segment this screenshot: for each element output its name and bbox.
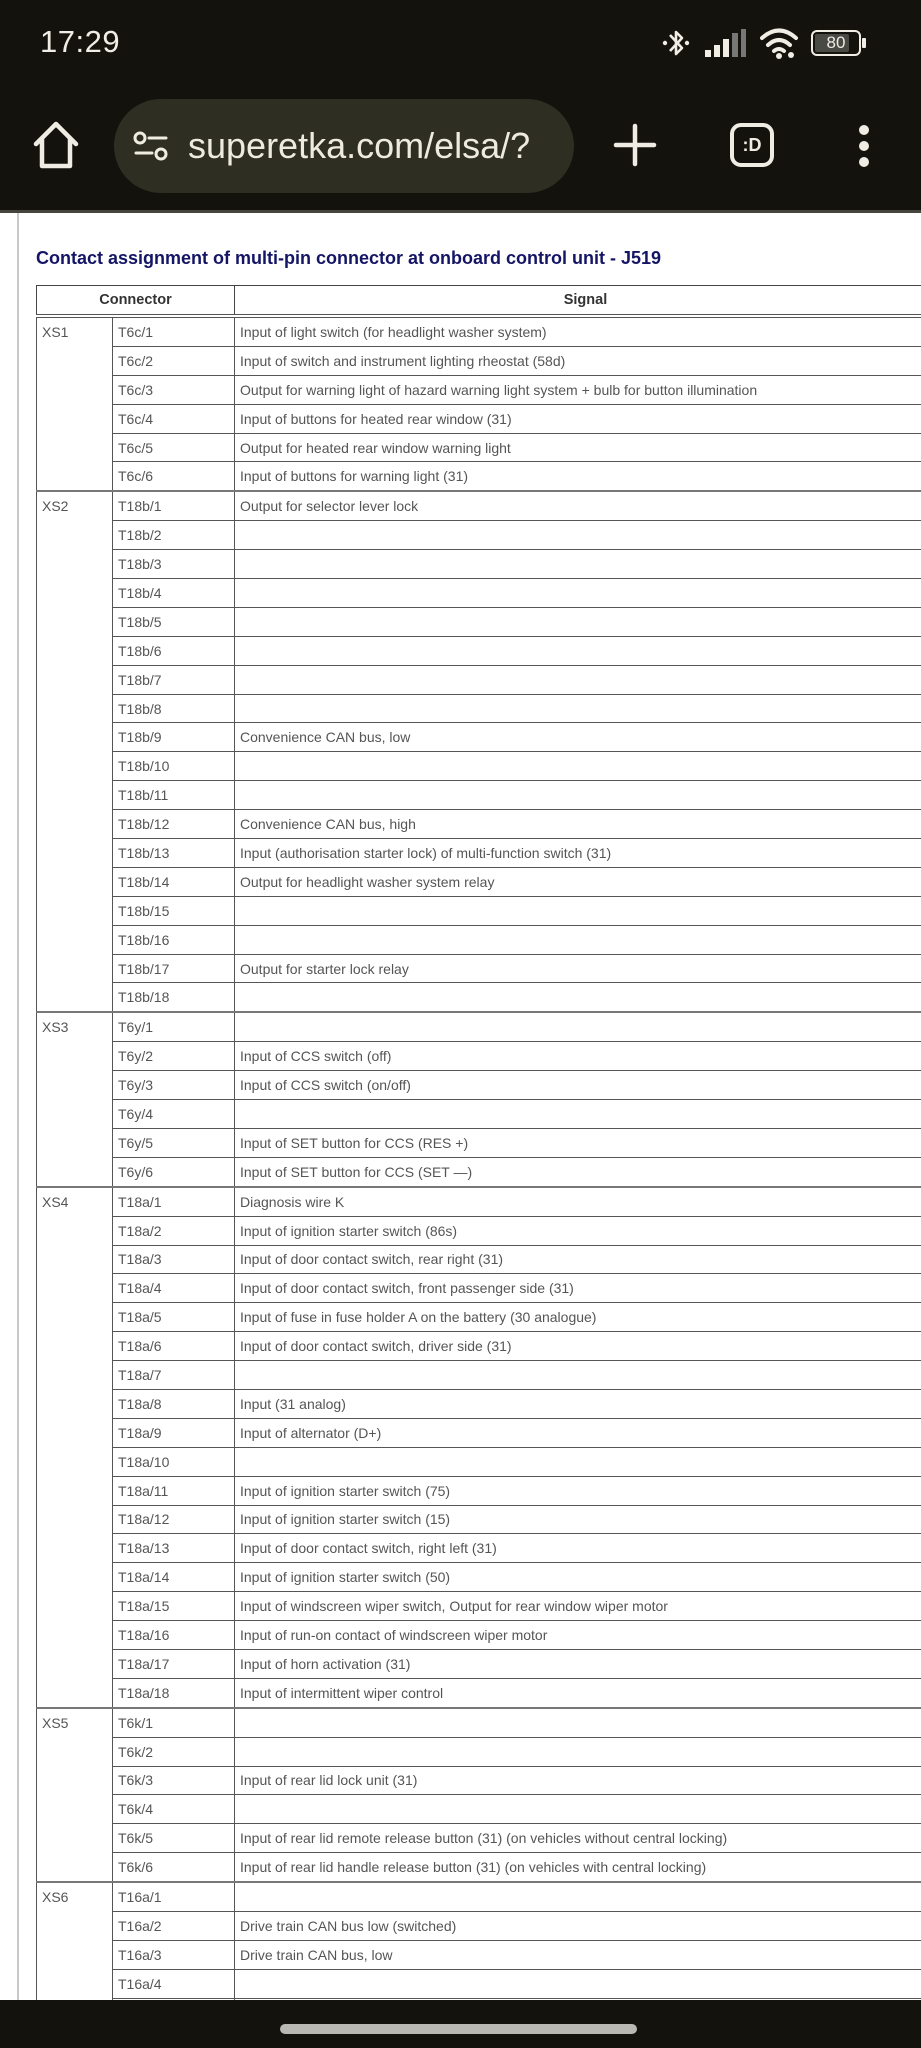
page-title: Contact assignment of multi-pin connector at onboard control unit - J519 (36, 248, 662, 268)
pin-cell: T18a/10 (113, 1447, 235, 1476)
signal-cell (235, 607, 921, 636)
table-row (37, 1071, 921, 1100)
table-row (37, 839, 921, 868)
pin-cell: T18a/6 (113, 1332, 235, 1361)
signal-cell: Output for heated rear window warning light (235, 433, 921, 462)
signal-cell (235, 752, 921, 781)
pin-cell: T6k/2 (113, 1737, 235, 1766)
table-row (37, 1940, 921, 1969)
table-row (37, 1303, 921, 1332)
pin-cell: T18b/16 (113, 925, 235, 954)
pin-cell: T18a/3 (113, 1245, 235, 1274)
signal-cell: Input of rear lid remote release button (31) (on vehicles without central locking) (235, 1824, 921, 1853)
table-row (37, 521, 921, 550)
table-row (37, 1361, 921, 1390)
battery-level: 80 (826, 33, 846, 52)
table-row (37, 1332, 921, 1361)
table-row (37, 1708, 921, 1737)
pin-cell: T18b/8 (113, 694, 235, 723)
table-row (37, 1678, 921, 1707)
signal-cell (235, 1969, 921, 1998)
wifi-icon (759, 26, 799, 60)
table-row (37, 1274, 921, 1303)
table-body (37, 316, 921, 2027)
pin-cell: T16a/1 (113, 1882, 235, 1911)
pin-cell: T6y/5 (113, 1128, 235, 1157)
signal-cell: Input of door contact switch, driver side (31) (235, 1332, 921, 1361)
signal-cell: Input of SET button for CCS (RES +) (235, 1128, 921, 1157)
more-menu-icon[interactable] (852, 124, 876, 168)
table-row (37, 1505, 921, 1534)
pin-cell: T18b/18 (113, 983, 235, 1012)
pin-cell: T18a/14 (113, 1563, 235, 1592)
pin-cell: T18a/5 (113, 1303, 235, 1332)
table-row (37, 1100, 921, 1129)
pin-cell: T6c/3 (113, 375, 235, 404)
table-row (37, 346, 921, 375)
table-row (37, 1216, 921, 1245)
table-row (37, 1389, 921, 1418)
pin-cell: T18b/7 (113, 665, 235, 694)
signal-cell: Input of fuse in fuse holder A on the battery (30 analogue) (235, 1303, 921, 1332)
connector-cell: XS3 (37, 1012, 113, 1186)
table-row (37, 375, 921, 404)
signal-cell (235, 579, 921, 608)
table-row (37, 1853, 921, 1882)
signal-cell (235, 1361, 921, 1390)
pin-cell: T18b/15 (113, 896, 235, 925)
new-tab-icon[interactable] (612, 122, 658, 168)
signal-cell (235, 1012, 921, 1041)
home-icon[interactable] (30, 118, 82, 174)
pin-cell: T6c/1 (113, 316, 235, 346)
table-row (37, 665, 921, 694)
signal-cell: Convenience CAN bus, high (235, 810, 921, 839)
signal-cell: Output for headlight washer system relay (235, 867, 921, 896)
signal-cell (235, 550, 921, 579)
connector-cell: XS6 (37, 1882, 113, 2027)
signal-cell (235, 1100, 921, 1129)
pin-cell: T18a/11 (113, 1476, 235, 1505)
pin-cell: T6c/5 (113, 433, 235, 462)
signal-cell: Input of switch and instrument lighting rheostat (58d) (235, 346, 921, 375)
table-row (37, 1012, 921, 1041)
signal-cell: Input of intermittent wiper control (235, 1678, 921, 1707)
table-row (37, 1737, 921, 1766)
signal-cell: Input of door contact switch, right left (31) (235, 1534, 921, 1563)
pin-cell: T16a/2 (113, 1911, 235, 1940)
table-row (37, 983, 921, 1012)
table-row (37, 1476, 921, 1505)
signal-cell: Diagnosis wire K (235, 1187, 921, 1216)
pin-cell: T6y/3 (113, 1071, 235, 1100)
pin-cell: T18b/5 (113, 607, 235, 636)
signal-cell (235, 983, 921, 1012)
table-row (37, 316, 921, 346)
pin-cell: T18a/16 (113, 1621, 235, 1650)
table-row (37, 752, 921, 781)
system-nav-bar (0, 2000, 921, 2048)
toolbar-divider (0, 210, 921, 213)
signal-cell (235, 925, 921, 954)
home-gesture-handle[interactable] (280, 2024, 637, 2034)
signal-cell: Input of ignition starter switch (86s) (235, 1216, 921, 1245)
signal-cell: Input (authorisation starter lock) of multi-function switch (31) (235, 839, 921, 868)
signal-cell: Input (31 analog) (235, 1389, 921, 1418)
table-row (37, 1563, 921, 1592)
pin-cell: T6k/6 (113, 1853, 235, 1882)
pin-cell: T6y/1 (113, 1012, 235, 1041)
signal-cell: Input of door contact switch, front passenger side (31) (235, 1274, 921, 1303)
pin-cell: T18b/1 (113, 491, 235, 520)
signal-cell: Output for warning light of hazard warning light system + bulb for button illumination (235, 375, 921, 404)
clock: 17:29 (40, 24, 121, 59)
pin-cell: T6k/5 (113, 1824, 235, 1853)
table-row (37, 1042, 921, 1071)
signal-cell (235, 1737, 921, 1766)
table-row (37, 1911, 921, 1940)
table-row (37, 1766, 921, 1795)
table-row (37, 1969, 921, 1998)
pin-cell: T18b/12 (113, 810, 235, 839)
pin-cell: T18a/8 (113, 1389, 235, 1418)
signal-cell: Output for starter lock relay (235, 954, 921, 983)
signal-cell (235, 521, 921, 550)
signal-cell: Input of windscreen wiper switch, Output for rear window wiper motor (235, 1592, 921, 1621)
table-row (37, 636, 921, 665)
tabs-icon[interactable] (730, 123, 774, 167)
pin-cell: T6c/6 (113, 462, 235, 491)
table-row (37, 1621, 921, 1650)
status-bar (0, 0, 921, 88)
signal-cell: Input of horn activation (31) (235, 1649, 921, 1678)
signal-cell: Input of buttons for heated rear window (31) (235, 404, 921, 433)
pin-cell: T18a/18 (113, 1678, 235, 1707)
signal-cell: Output for selector lever lock (235, 491, 921, 520)
signal-icon (703, 28, 747, 58)
signal-cell: Input of ignition starter switch (75) (235, 1476, 921, 1505)
pin-cell: T18b/17 (113, 954, 235, 983)
signal-cell: Input of door contact switch, rear right (31) (235, 1245, 921, 1274)
signal-cell (235, 1882, 921, 1911)
signal-cell (235, 665, 921, 694)
signal-cell (235, 636, 921, 665)
signal-cell: Drive train CAN bus low (switched) (235, 1911, 921, 1940)
pin-cell: T18a/2 (113, 1216, 235, 1245)
contact-assignment-table (36, 285, 921, 2028)
battery-icon (811, 30, 867, 56)
side-panel-divider (17, 213, 19, 2000)
pin-cell: T6c/4 (113, 404, 235, 433)
pin-cell: T18a/12 (113, 1505, 235, 1534)
table-row (37, 1245, 921, 1274)
table-header-row (37, 286, 921, 317)
signal-cell: Input of SET button for CCS (SET —) (235, 1157, 921, 1186)
table-row (37, 1824, 921, 1853)
pin-cell: T18b/9 (113, 723, 235, 752)
pin-cell: T18b/11 (113, 781, 235, 810)
table-row (37, 579, 921, 608)
table-row (37, 1534, 921, 1563)
tabs-label: :D (742, 134, 762, 155)
pin-cell: T16a/3 (113, 1940, 235, 1969)
table-row (37, 550, 921, 579)
signal-cell (235, 781, 921, 810)
signal-cell: Input of ignition starter switch (15) (235, 1505, 921, 1534)
signal-cell: Input of ignition starter switch (50) (235, 1563, 921, 1592)
table-row (37, 491, 921, 520)
signal-cell (235, 694, 921, 723)
site-settings-icon[interactable] (132, 129, 170, 163)
table-row (37, 404, 921, 433)
pin-cell: T6y/4 (113, 1100, 235, 1129)
table-row (37, 925, 921, 954)
pin-cell: T6k/1 (113, 1708, 235, 1737)
table-row (37, 954, 921, 983)
pin-cell: T6y/2 (113, 1042, 235, 1071)
pin-cell: T18b/2 (113, 521, 235, 550)
pin-cell: T6c/2 (113, 346, 235, 375)
pin-cell: T18a/15 (113, 1592, 235, 1621)
signal-cell: Input of CCS switch (off) (235, 1042, 921, 1071)
table-row (37, 723, 921, 752)
pin-cell: T18a/1 (113, 1187, 235, 1216)
status-icons (661, 26, 867, 60)
table-row (37, 1418, 921, 1447)
signal-cell: Input of light switch (for headlight washer system) (235, 316, 921, 346)
pin-cell: T6k/4 (113, 1795, 235, 1824)
table-row (37, 810, 921, 839)
table-row (37, 1128, 921, 1157)
signal-cell: Input of buttons for warning light (31) (235, 462, 921, 491)
header-connector: Connector (37, 286, 235, 317)
url-bar[interactable] (114, 99, 574, 193)
pin-cell: T18b/3 (113, 550, 235, 579)
table-row (37, 781, 921, 810)
table-row (37, 1157, 921, 1186)
pin-cell: T6k/3 (113, 1766, 235, 1795)
pin-cell: T18b/13 (113, 839, 235, 868)
table-row (37, 1447, 921, 1476)
table-row (37, 1649, 921, 1678)
table-row (37, 867, 921, 896)
signal-cell: Drive train CAN bus, low (235, 1940, 921, 1969)
signal-cell: Input of alternator (D+) (235, 1418, 921, 1447)
connector-cell: XS4 (37, 1187, 113, 1708)
pin-cell: T6y/6 (113, 1157, 235, 1186)
signal-cell: Input of rear lid lock unit (31) (235, 1766, 921, 1795)
table-row (37, 1592, 921, 1621)
connector-cell: XS2 (37, 491, 113, 1012)
pin-cell: T18a/13 (113, 1534, 235, 1563)
pin-cell: T18a/4 (113, 1274, 235, 1303)
signal-cell (235, 1447, 921, 1476)
signal-cell (235, 1795, 921, 1824)
table-row (37, 694, 921, 723)
table-row (37, 433, 921, 462)
header-signal: Signal (235, 286, 921, 317)
pin-cell: T18a/9 (113, 1418, 235, 1447)
table-row (37, 896, 921, 925)
pin-cell: T18b/14 (113, 867, 235, 896)
table-row (37, 1795, 921, 1824)
pin-cell: T18a/17 (113, 1649, 235, 1678)
table-row (37, 607, 921, 636)
pin-cell: T18b/10 (113, 752, 235, 781)
signal-cell: Input of rear lid handle release button (31) (on vehicles with central locking) (235, 1853, 921, 1882)
bluetooth-icon (661, 26, 691, 60)
pin-cell: T18b/6 (113, 636, 235, 665)
pin-cell: T18b/4 (113, 579, 235, 608)
pin-cell: T18a/7 (113, 1361, 235, 1390)
table-row (37, 1882, 921, 1911)
signal-cell: Convenience CAN bus, low (235, 723, 921, 752)
table-row (37, 462, 921, 491)
signal-cell (235, 896, 921, 925)
connector-cell: XS5 (37, 1708, 113, 1882)
pin-cell: T16a/4 (113, 1969, 235, 1998)
signal-cell (235, 1708, 921, 1737)
table-row (37, 1187, 921, 1216)
url-text[interactable]: superetka.com/elsa/? (188, 125, 531, 166)
signal-cell: Input of run-on contact of windscreen wiper motor (235, 1621, 921, 1650)
signal-cell: Input of CCS switch (on/off) (235, 1071, 921, 1100)
connector-cell: XS1 (37, 316, 113, 491)
